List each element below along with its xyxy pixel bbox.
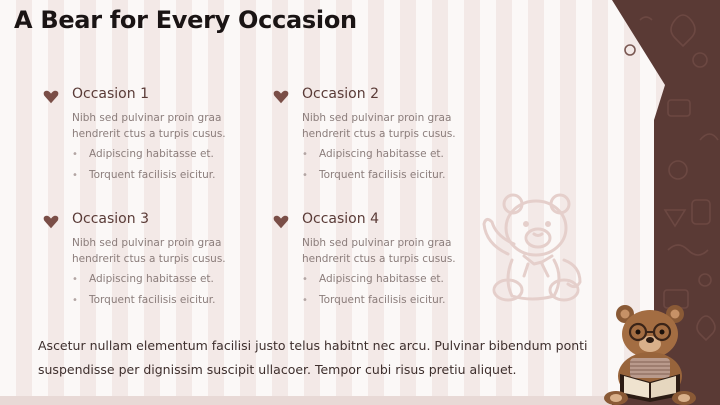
slide-title: A Bear for Every Occasion	[14, 6, 357, 34]
occasion-description: Nibh sed pulvinar proin graa hendrerit ctus a turpis cusus.	[302, 112, 456, 140]
teddy-bear-reading-image	[600, 302, 700, 405]
heart-icon	[42, 88, 60, 106]
occasion-card	[302, 86, 502, 186]
bullet-item: • Torquent facilisis eicitur.	[72, 165, 272, 186]
occasion-bullets	[302, 269, 502, 311]
occasion-title: Occasion 1	[72, 86, 149, 102]
heart-icon	[272, 88, 290, 106]
occasion-bullets	[72, 269, 272, 311]
occasion-card	[72, 211, 272, 311]
bullet-item: • Adipiscing habitasse et.	[72, 144, 272, 165]
occasion-description: Nibh sed pulvinar proin graa hendrerit ctus a turpis cusus.	[72, 112, 226, 140]
occasion-bullets	[302, 144, 502, 186]
heart-icon	[272, 213, 290, 231]
bullet-item: • Torquent facilisis eicitur.	[302, 290, 502, 311]
occasion-title: Occasion 3	[72, 211, 149, 227]
occasion-title: Occasion 2	[302, 86, 379, 102]
occasion-card	[302, 211, 502, 311]
teddy-bear-outline-icon	[478, 190, 588, 305]
occasion-card	[72, 86, 272, 186]
bullet-item: • Adipiscing habitasse et.	[72, 269, 272, 290]
bullet-item: • Torquent facilisis eicitur.	[72, 290, 272, 311]
occasion-title: Occasion 4	[302, 211, 379, 227]
occasion-bullets	[72, 144, 272, 186]
summary-paragraph: Ascetur nullam elementum facilisi justo telus habitnt nec arcu. Pulvinar bibendum ponti suspendisse per dignissim suscipit ullacoer. Tempor cubi risus pretiu aliquet.	[38, 338, 588, 377]
bullet-item: • Adipiscing habitasse et.	[302, 269, 502, 290]
heart-icon	[42, 213, 60, 231]
occasion-description: Nibh sed pulvinar proin graa hendrerit ctus a turpis cusus.	[72, 237, 226, 265]
occasion-description: Nibh sed pulvinar proin graa hendrerit ctus a turpis cusus.	[302, 237, 456, 265]
bullet-item: • Torquent facilisis eicitur.	[302, 165, 502, 186]
bullet-item: • Adipiscing habitasse et.	[302, 144, 502, 165]
